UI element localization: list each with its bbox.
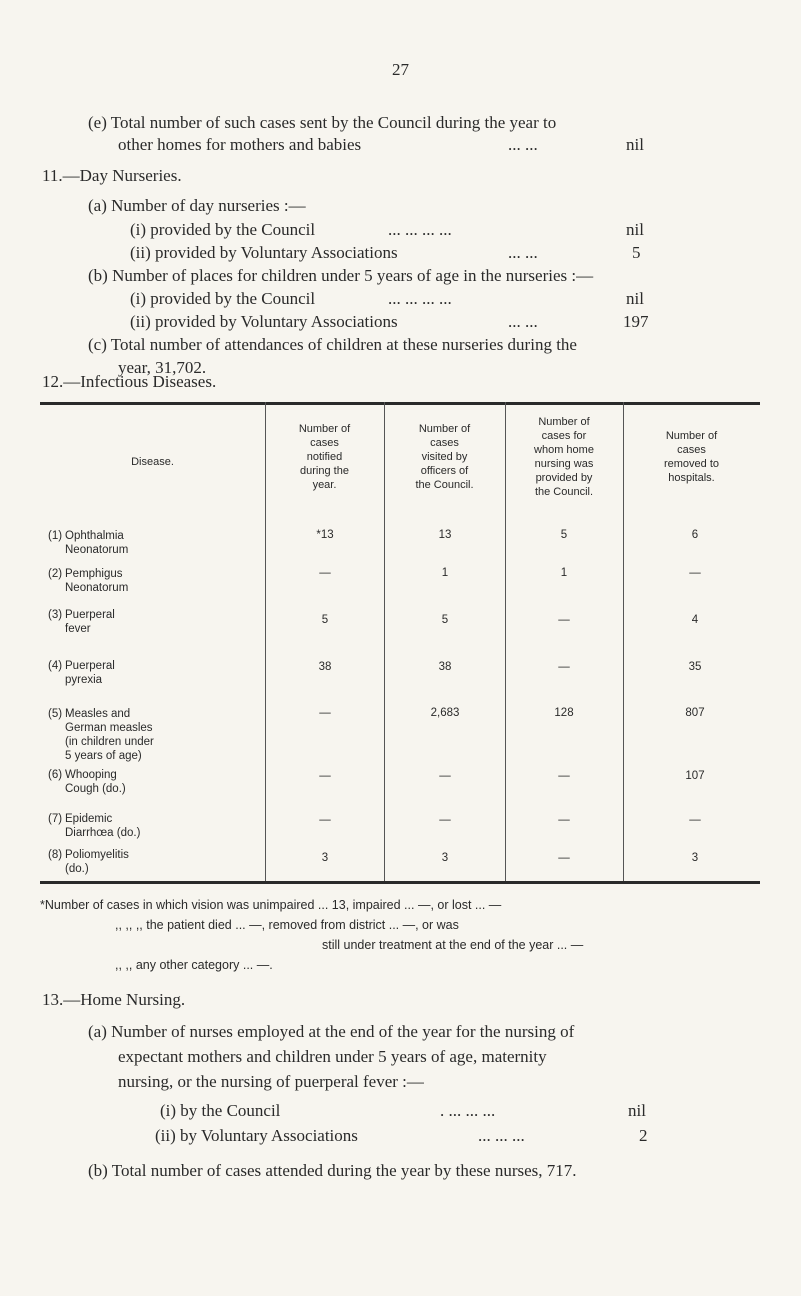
table-cell-visited: 2,683 [430,707,460,719]
table-cell-home-nursing: — [558,770,570,782]
table-cell-home-nursing: — [558,852,570,864]
s11-b-i: (i) provided by the Council [130,289,316,308]
table-cell-visited: 1 [441,567,449,579]
s13-a-line1: (a) Number of nurses employed at the end of the year for the nursing of [88,1022,575,1041]
s11-a-ii: (ii) provided by Voluntary Associations [130,243,398,262]
table-row-disease: (3) Puerperal fever [48,609,115,635]
table-row-disease: (7) Epidemic Diarrhœa (do.) [48,813,141,839]
s10e-line2: other homes for mothers and babies [118,135,362,154]
header-removed: Number of cases removed to hospitals. [663,430,720,484]
header-visited: Number of cases visited by officers of the Council. [415,423,474,491]
s13-a-ii-value: 2 [639,1126,648,1145]
s11-c-line1: (c) Total number of attendances of children at these nurseries during the [88,335,577,354]
table-cell-visited: 5 [441,614,449,626]
table-cell-notified: — [319,814,331,826]
col-divider [265,514,266,881]
table-cell-removed: 807 [685,707,705,719]
s10e-value: nil [626,135,644,154]
col-divider [505,514,506,881]
table-cell-notified: 5 [321,614,329,626]
table-cell-visited: 13 [438,529,452,541]
s11-b-label: (b) Number of places for children under 5 years of age in the nurseries :— [88,266,594,285]
table-cell-removed: — [689,567,701,579]
table-cell-removed: 4 [691,614,699,626]
table-cell-home-nursing: 128 [554,707,574,719]
header-notified: Number of cases notified during the year. [298,423,351,491]
table-cell-notified: 3 [321,852,329,864]
table-cell-visited: 38 [438,661,452,673]
table-cell-home-nursing: 5 [560,529,568,541]
page-number: 27 [392,60,409,79]
s12-heading: 12.—Infectious Diseases. [42,372,217,391]
table-cell-home-nursing: 1 [560,567,568,579]
s11-b-ii-dots: ... ... [508,312,538,331]
s11-b-ii: (ii) provided by Voluntary Associations [130,312,398,331]
s11-heading: 11.—Day Nurseries. [42,166,182,185]
s10e-dots: ... ... [508,135,538,154]
table-cell-notified: — [319,770,331,782]
table-cell-removed: 3 [691,852,699,864]
s13-a-i-dots: . ... ... ... [440,1101,496,1120]
s11-b-i-value: nil [626,289,644,308]
s13-a-i: (i) by the Council [160,1101,281,1120]
table-cell-notified: — [319,567,331,579]
table-cell-removed: 35 [688,661,702,673]
footnote-line4: ,, ,, any other category ... —. [115,958,273,972]
s11-a-i-dots: ... ... ... ... [388,220,452,239]
footnote-line1: *Number of cases in which vision was unimpaired ... 13, impaired ... —, or lost ... — [40,898,502,912]
s13-b-line: (b) Total number of cases attended during the year by these nurses, 717. [88,1161,577,1180]
s13-heading: 13.—Home Nursing. [42,990,186,1009]
table-cell-removed: 107 [685,770,705,782]
col-divider [623,514,624,881]
col-divider [384,514,385,881]
table-row-disease: (8) Poliomyelitis (do.) [48,849,129,875]
table-cell-home-nursing: — [558,814,570,826]
table-row-disease: (6) Whooping Cough (do.) [48,769,126,795]
table-row-disease: (1) Ophthalmia Neonatorum [48,530,129,556]
table-cell-notified: *13 [316,529,334,541]
s13-a-line3: nursing, or the nursing of puerperal fever :— [118,1072,424,1091]
s11-a-ii-value: 5 [632,243,641,262]
footnote-line3: still under treatment at the end of the year ... — [322,938,584,952]
table-cell-removed: — [689,814,701,826]
table-cell-visited: — [439,814,451,826]
table-cell-home-nursing: — [558,661,570,673]
s13-a-line2: expectant mothers and children under 5 years of age, maternity [118,1047,547,1066]
table-cell-notified: 38 [318,661,332,673]
footnote-line2: ,, ,, ,, the patient died ... —, removed from district ... —, or was [115,918,459,932]
table-cell-home-nursing: — [558,614,570,626]
table-cell-visited: 3 [441,852,449,864]
s11-b-ii-value: 197 [623,312,649,331]
s11-b-i-dots: ... ... ... ... [388,289,452,308]
s13-a-ii: (ii) by Voluntary Associations [155,1126,358,1145]
s11-a-ii-dots: ... ... [508,243,538,262]
s13-a-i-value: nil [628,1101,646,1120]
s11-a-i-value: nil [626,220,644,239]
s10e-line1: (e) Total number of such cases sent by the Council during the year to [88,113,557,132]
s11-a-i: (i) provided by the Council [130,220,316,239]
table-row-disease: (5) Measles and German measles (in children under 5 years of age) [48,708,154,762]
header-home-nursing: Number of cases for whom home nursing was provided by the Council. [534,416,594,498]
table-cell-removed: 6 [691,529,699,541]
s13-a-ii-dots: ... ... ... [478,1126,525,1145]
table-row-disease: (4) Puerperal pyrexia [48,660,115,686]
table-top-rule [40,402,760,405]
table-bottom-rule [40,881,760,884]
s11-c-line2: year, 31,702. [118,358,207,377]
table-cell-visited: — [439,770,451,782]
table-row-disease: (2) Pemphigus Neonatorum [48,568,129,594]
s11-a-label: (a) Number of day nurseries :— [88,196,306,215]
header-disease: Disease. [131,456,174,468]
table-cell-notified: — [319,707,331,719]
